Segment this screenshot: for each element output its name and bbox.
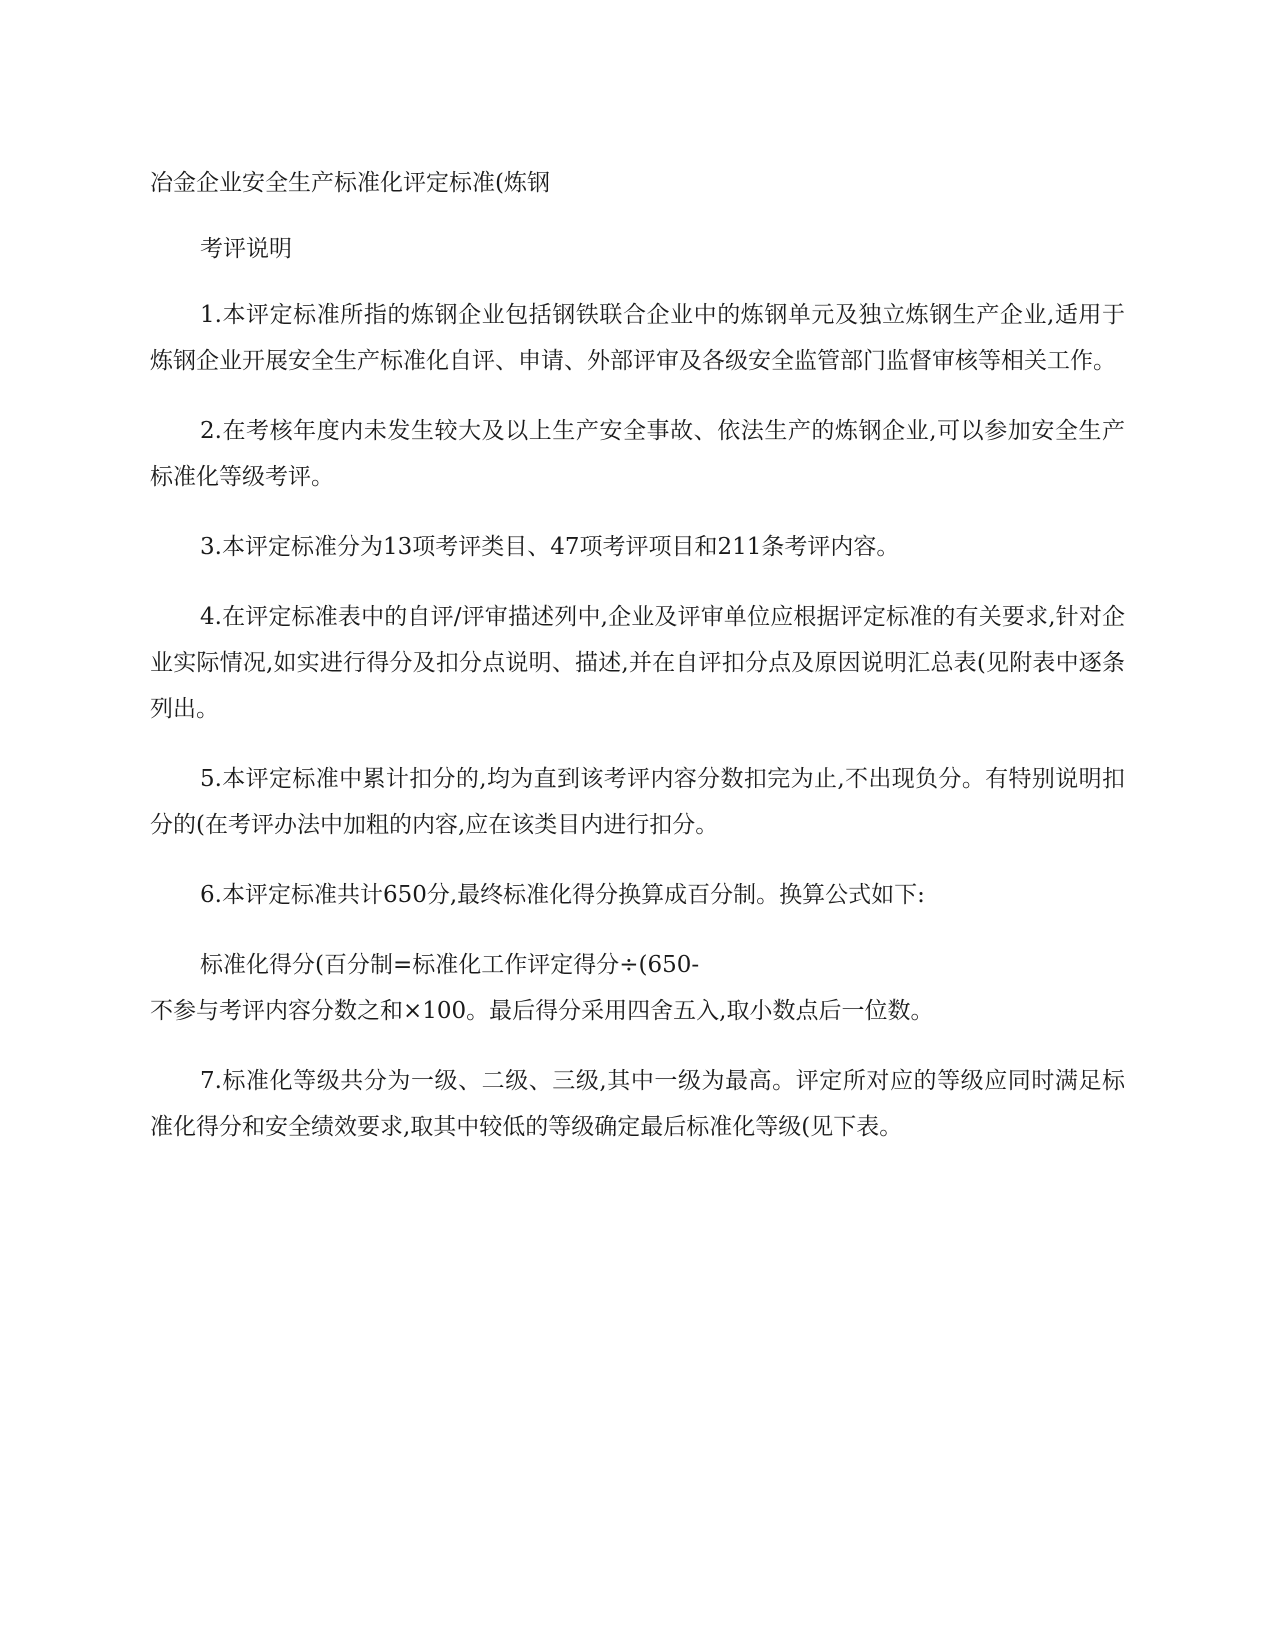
paragraph-7: 7.标准化等级共分为一级、二级、三级,其中一级为最高。评定所对应的等级应同时满足标准化得分和安全绩效要求,取其中较低的等级确定最后标准化等级(见下表。 (150, 1068, 1125, 1140)
section-heading: 考评说明 (200, 236, 292, 262)
paragraph-1: 1.本评定标准所指的炼钢企业包括钢铁联合企业中的炼钢单元及独立炼钢生产企业,适用于炼钢企业开展安全生产标准化自评、申请、外部评审及各级安全监管部门监督审核等相关工作。 (150, 302, 1125, 374)
paragraph-6: 6.本评定标准共计650分,最终标准化得分换算成百分制。换算公式如下: (200, 882, 925, 908)
paragraph-5: 5.本评定标准中累计扣分的,均为直到该考评内容分数扣完为止,不出现负分。有特别说明扣分的(在考评办法中加粗的内容,应在该类目内进行扣分。 (150, 766, 1125, 838)
paragraph-4: 4.在评定标准表中的自评/评审描述列中,企业及评审单位应根据评定标准的有关要求,针对企业实际情况,如实进行得分及扣分点说明、描述,并在自评扣分点及原因说明汇总表(见附表中逐条列出。 (150, 604, 1125, 722)
paragraph-3: 3.本评定标准分为13项考评类目、47项考评项目和211条考评内容。 (200, 534, 900, 560)
formula-line-2: 不参与考评内容分数之和×100。最后得分采用四舍五入,取小数点后一位数。 (150, 998, 934, 1024)
paragraph-2: 2.在考核年度内未发生较大及以上生产安全事故、依法生产的炼钢企业,可以参加安全生产标准化等级考评。 (150, 418, 1125, 490)
formula-line-1: 标准化得分(百分制=标准化工作评定得分÷(650- (200, 952, 700, 978)
document-title: 冶金企业安全生产标准化评定标准(炼钢 (150, 170, 550, 196)
formula-block (150, 942, 1125, 1034)
document-page (150, 160, 1125, 1174)
